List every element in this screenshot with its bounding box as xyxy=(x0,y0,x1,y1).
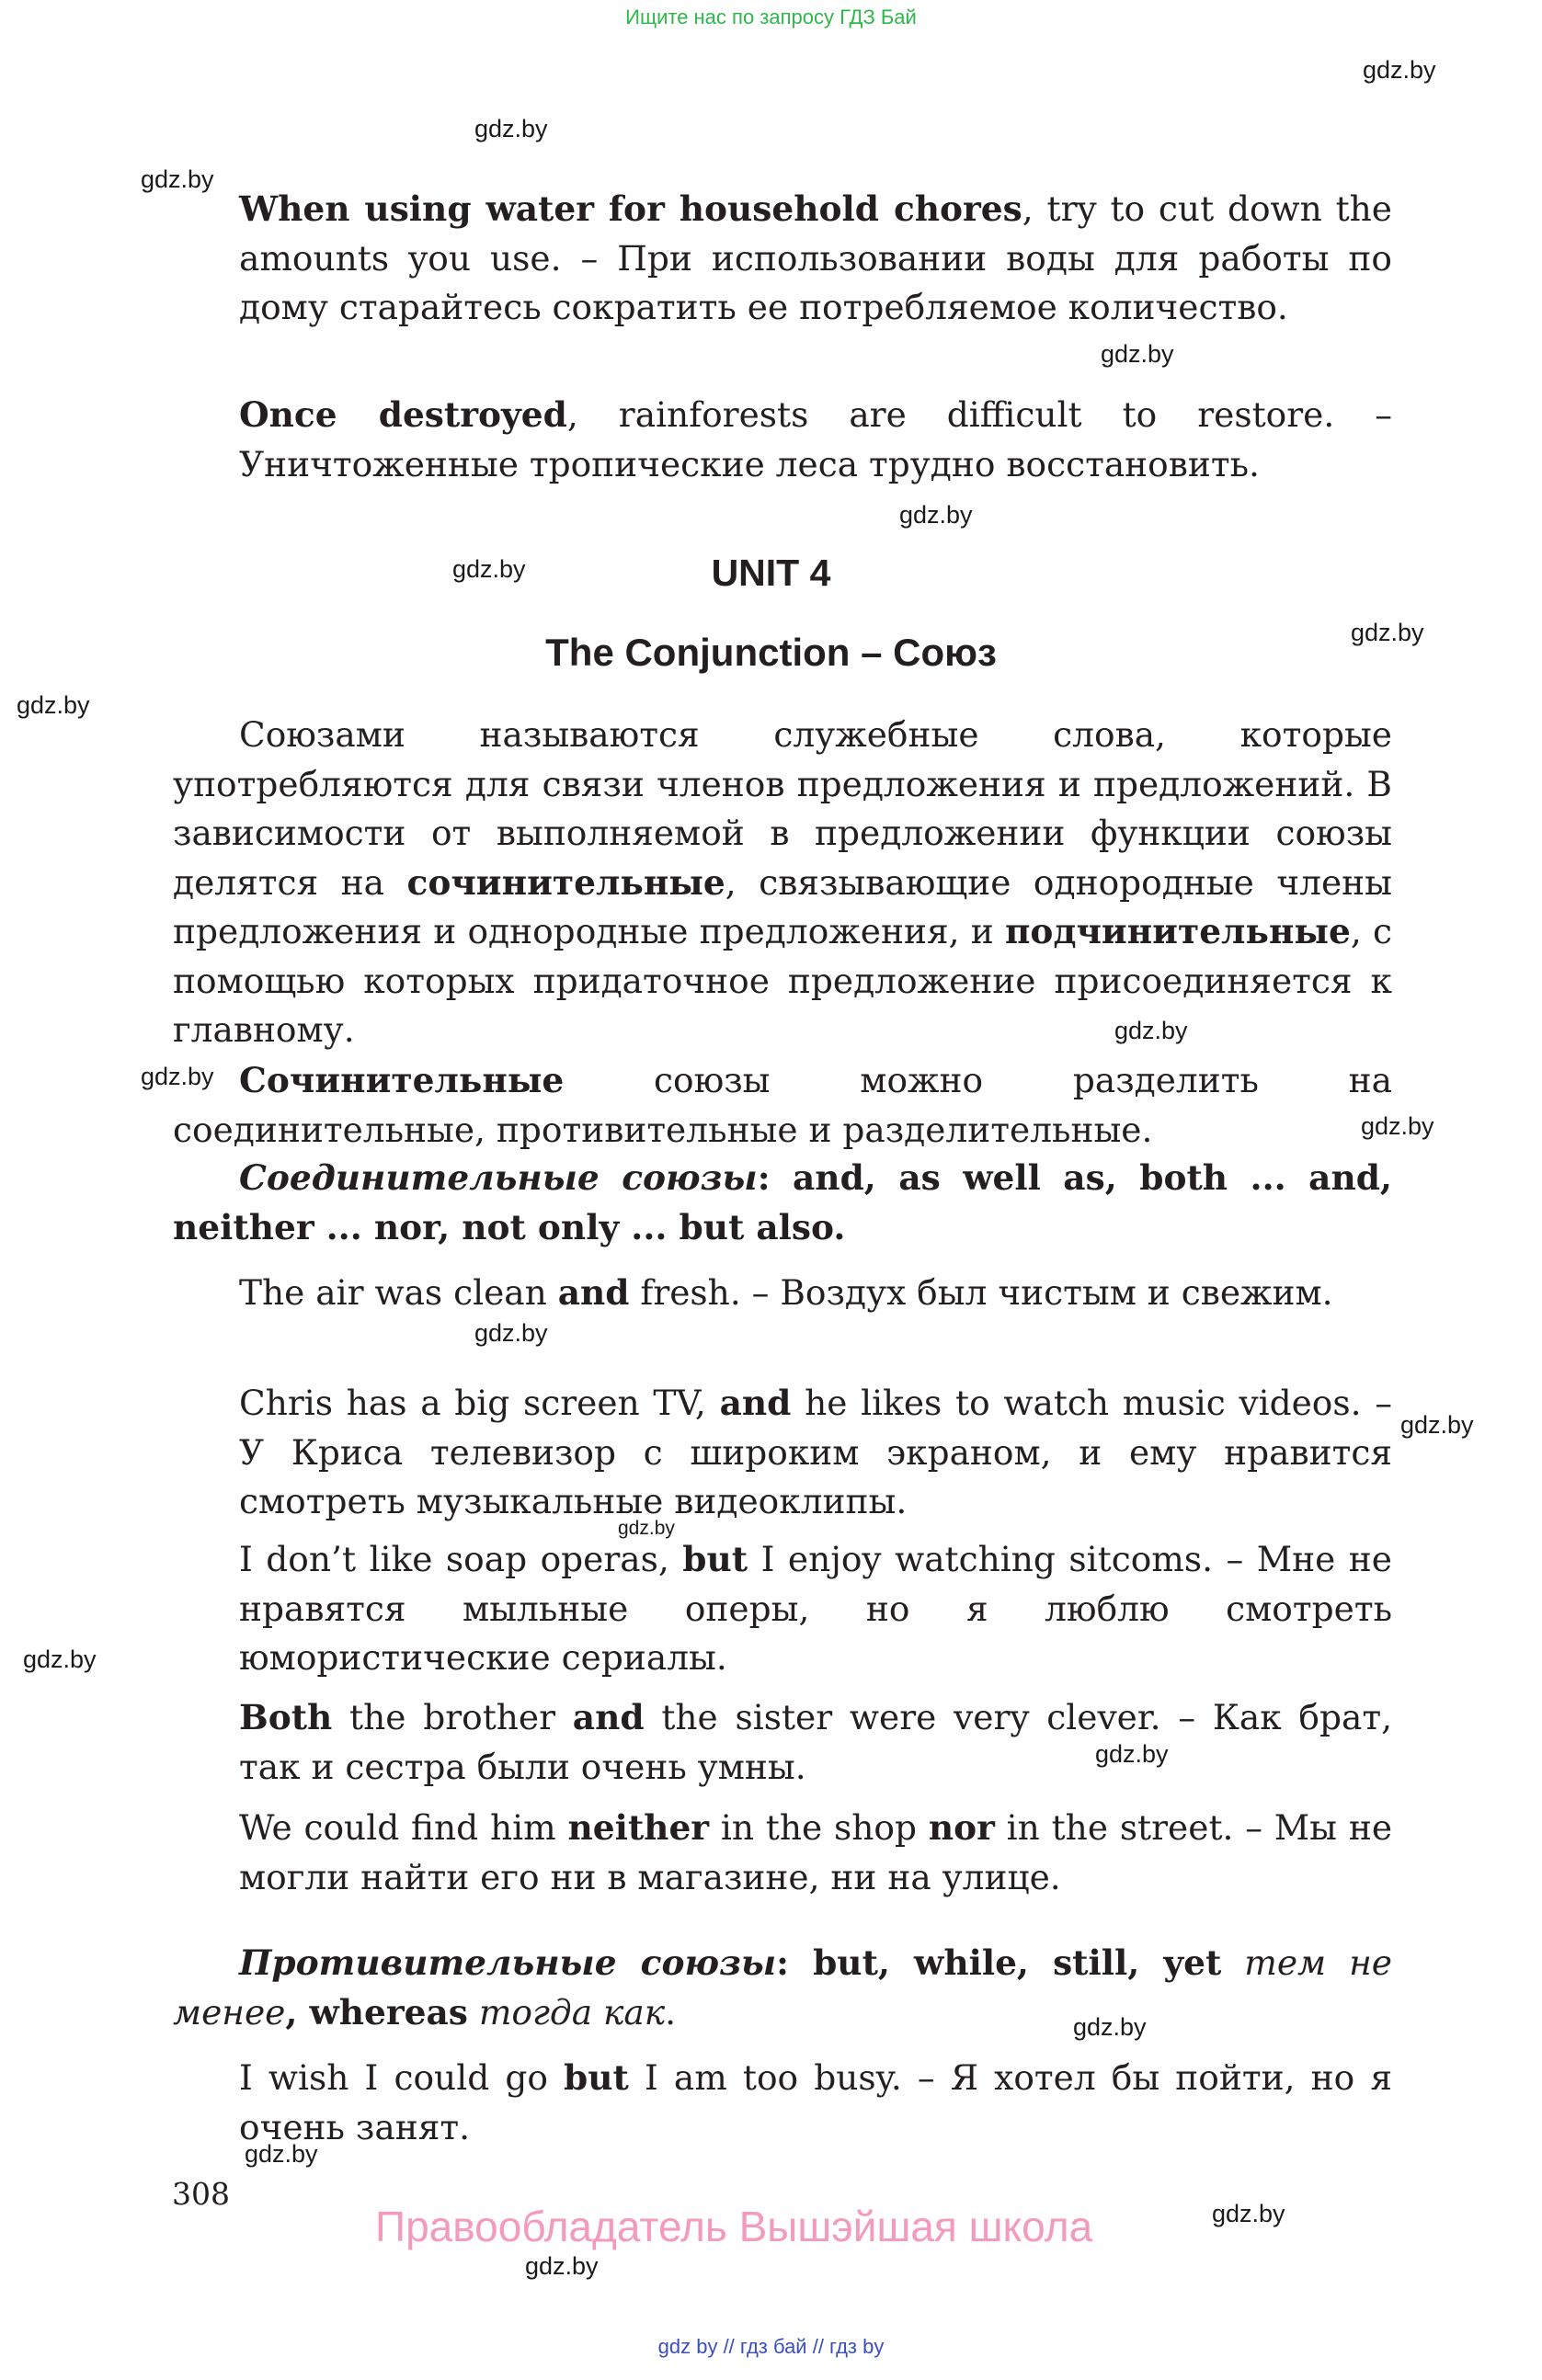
watermark: gdz.by xyxy=(1351,619,1424,646)
example-household-chores xyxy=(239,185,1392,333)
example-text: , try to cut down the amounts you use. – При использовании воды для работы по дому старайтесь сократить ее потребляемое количество. xyxy=(239,188,1392,327)
adversative-list: , whereas xyxy=(285,1991,468,2033)
watermark: gdz.by xyxy=(1400,1411,1474,1439)
intro-text: союзы можно разделить на соединительные, противительные и разделительные. xyxy=(173,1060,1392,1150)
conjunction: neither xyxy=(567,1807,710,1848)
example-and-2 xyxy=(239,1379,1392,1527)
example-neither-nor xyxy=(239,1804,1392,1902)
watermark: gdz.by xyxy=(1114,1017,1188,1044)
watermark: gdz.by xyxy=(23,1646,97,1673)
example-rainforests xyxy=(239,391,1392,489)
bold-phrase: When using water for household chores xyxy=(239,188,1022,229)
example-text: the sister were very clever. – Как брат, так и сестра были очень умны. xyxy=(239,1697,1392,1787)
translation: тогда как xyxy=(467,1991,666,2033)
example-text: in the street. – Мы не могли найти его ни в магазине, ни на улице. xyxy=(239,1807,1393,1897)
unit-title: UNIT 4 xyxy=(711,552,831,594)
example-text: I am too busy. – Я хотел бы пойти, но я очень занят. xyxy=(239,2057,1392,2147)
intro-text: , связывающие однородные члены предложения и однородные предложения, и xyxy=(173,861,1393,951)
intro-text: , с помощью которых придаточное предложение присоединяется к главному. xyxy=(173,911,1393,1050)
adversative-label: Противительные союзы xyxy=(239,1942,777,1983)
watermark: gdz.by xyxy=(899,501,973,529)
adversative-list: : but, while, still, yet xyxy=(776,1942,1222,1983)
conjunction: and xyxy=(572,1697,645,1737)
conjunction: but xyxy=(682,1539,748,1579)
term-coordinating: сочинительные xyxy=(406,861,725,903)
top-banner: Ищите нас по запросу ГДЗ Бай xyxy=(625,6,917,28)
coordinating-types-paragraph xyxy=(173,1056,1392,1155)
watermark: gdz.by xyxy=(618,1518,675,1539)
watermark: gdz.by xyxy=(1361,1112,1434,1140)
watermark: gdz.by xyxy=(1101,340,1174,368)
copulative-list: : and, as well as, both ... and, neither ... nor, not only ... but also. xyxy=(173,1157,1392,1247)
watermark: gdz.by xyxy=(141,165,214,193)
watermark: gdz.by xyxy=(245,2140,318,2168)
conjunction: Both xyxy=(239,1697,333,1737)
watermark: gdz.by xyxy=(474,115,548,142)
watermark: gdz.by xyxy=(1073,2013,1147,2041)
term-subordinating: подчинительные xyxy=(1004,911,1351,951)
bottom-banner: gdz by // гдз бай // гдз by xyxy=(657,2335,885,2358)
example-text: fresh. – Воздух был чистым и свежим. xyxy=(629,1272,1333,1313)
example-text: in the shop xyxy=(709,1807,929,1848)
punctuation: . xyxy=(665,1991,677,2033)
page-number: 308 xyxy=(172,2176,230,2212)
copyright-notice: Правообладатель Вышэйшая школа xyxy=(375,2203,1093,2250)
example-both-and xyxy=(239,1693,1392,1792)
example-text: We could find him xyxy=(239,1807,568,1848)
watermark: gdz.by xyxy=(1212,2200,1285,2227)
example-but-1 xyxy=(239,1535,1392,1683)
intro-text: Союзами называются служебные слова, которые употребляются для связи членов предложения и предложений. В зависимости от выполняемой в предложении функции союзы делятся на xyxy=(173,714,1392,903)
section-title: The Conjunction – Союз xyxy=(545,631,997,674)
conjunction: and xyxy=(719,1383,792,1423)
example-text: The air was clean xyxy=(239,1272,558,1313)
example-text: I wish I could go xyxy=(239,2057,565,2098)
watermark: gdz.by xyxy=(525,2252,599,2280)
bold-phrase: Once destroyed xyxy=(239,394,567,435)
conjunction: and xyxy=(557,1272,630,1313)
intro-paragraph xyxy=(173,711,1392,1055)
translation: тем не менее xyxy=(173,1942,1392,2033)
example-text: he likes to watch music videos. – У Криса телевизор с широким экраном, и ему нравится смотреть музыкальные видеоклипы. xyxy=(239,1383,1393,1521)
example-text: the brother xyxy=(332,1697,573,1737)
example-text: Chris has a big screen TV, xyxy=(239,1383,720,1423)
example-text: , rainforests are difficult to restore. – Уничтоженные тропические леса трудно восстановить. xyxy=(239,394,1392,484)
term-coordinating: Сочинительные xyxy=(239,1060,565,1100)
example-but-2 xyxy=(239,2054,1392,2152)
copulative-label: Соединительные союзы xyxy=(239,1157,758,1198)
conjunction: nor xyxy=(928,1807,995,1848)
conjunction: but xyxy=(564,2057,629,2098)
watermark: gdz.by xyxy=(1095,1740,1169,1768)
watermark: gdz.by xyxy=(452,555,526,583)
watermark: gdz.by xyxy=(1363,56,1436,84)
example-text: I enjoy watching sitcoms. – Мне не нравятся мыльные оперы, но я люблю смотреть юмористические сериалы. xyxy=(239,1539,1392,1678)
example-and-1 xyxy=(239,1269,1392,1318)
watermark: gdz.by xyxy=(17,691,90,719)
watermark: gdz.by xyxy=(141,1063,214,1090)
watermark: gdz.by xyxy=(474,1319,548,1347)
example-text: I don’t like soap operas, xyxy=(239,1539,683,1579)
copulative-conjunctions xyxy=(173,1154,1392,1252)
adversative-conjunctions xyxy=(173,1939,1392,2037)
